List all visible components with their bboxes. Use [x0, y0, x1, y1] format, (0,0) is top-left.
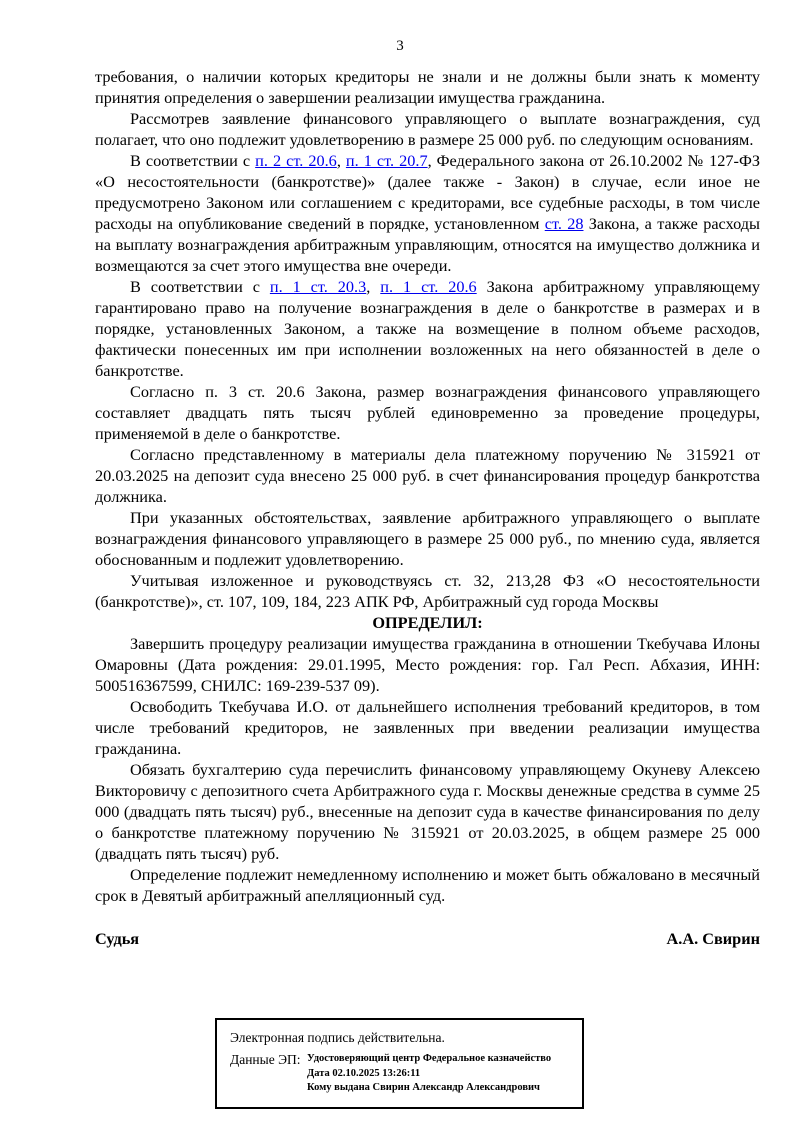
page-number: 3	[396, 38, 404, 54]
paragraph-text: Закона, а также расходы на выплату вознаграждения арбитражным управляющим, относятся на имущество должника и возмещаются за счет этого имущества вне очереди.	[95, 214, 760, 275]
body-paragraph: Учитывая изложенное и руководствуясь ст. 32, 213,28 ФЗ «О несостоятельности (банкротстве)», ст. 107, 109, 184, 223 АПК РФ, Арбитражный суд города Москвы	[95, 571, 760, 611]
stamp-date: Дата 02.10.2025 13:26:11	[307, 1067, 421, 1079]
paragraph-text: В соответствии с	[130, 151, 256, 170]
body-paragraph: При указанных обстоятельствах, заявление арбитражного управляющего о выплате вознаграждения финансового управляющего в размере 25 000 руб., по мнению суда, является обоснованным и подлежит удовлетворению.	[95, 508, 760, 569]
law-reference-link[interactable]: п. 1 ст. 20.6	[380, 277, 477, 296]
paragraph-text: Закона арбитражному управляющему гарантировано право на получение вознаграждения в деле о банкротстве в размерах и в порядке, установленных Законом, а также на возмещение в полном объеме расходов, фактически понесенных им при исполнении возложенных на него обязанностей в деле о банкротстве.	[95, 277, 760, 380]
stamp-validity-text: Электронная подпись действительна.	[230, 1030, 445, 1045]
resolution-heading: ОПРЕДЕЛИЛ:	[372, 613, 483, 632]
paragraph-text: , Федерального закона от 26.10.2002 № 127-ФЗ «О несостоятельности (банкротстве)» (далее также - Закон) в случае, если иное не предусмотрено Законом или соглашением с кредиторами, все судебные расходы, в том числе расходы на опубликование сведений в порядке, установленном	[95, 151, 760, 233]
body-paragraph	[95, 150, 760, 276]
resolution-paragraph: Освободить Ткебучава И.О. от дальнейшего исполнения требований кредиторов, в том числе требований кредиторов, не заявленных при введении реализации имущества гражданина.	[95, 697, 760, 758]
body-paragraph: Рассмотрев заявление финансового управляющего о выплате вознаграждения, суд полагает, что оно подлежит удовлетворению в размере 25 000 руб. по следующим основаниям.	[95, 109, 760, 149]
stamp-issued-to: Кому выдана Свирин Александр Александрович	[307, 1082, 540, 1093]
body-paragraph: требования, о наличии которых кредиторы не знали и не должны были знать к моменту принятия определения о завершении реализации имущества гражданина.	[95, 67, 760, 107]
stamp-data-label: Данные ЭП:	[230, 1052, 301, 1067]
judge-name: А.А. Свирин	[666, 929, 760, 948]
paragraph-text: В соответствии с	[130, 277, 270, 296]
stamp-details	[307, 1052, 551, 1096]
stamp-certification-authority: Удостоверяющий центр Федеральное казначейство	[307, 1053, 552, 1064]
paragraph-text: ,	[336, 151, 346, 170]
body-paragraph	[95, 276, 760, 381]
electronic-signature-stamp	[215, 1018, 584, 1109]
law-reference-link[interactable]: п. 1 ст. 20.3	[269, 277, 367, 296]
resolution-paragraph: Завершить процедуру реализации имущества гражданина в отношении Ткебучава Илоны Омаровны (Дата рождения: 29.01.1995, Место рождения: гор. Гал Респ. Абхазия, ИНН: 500516367599, СНИЛС: 169-239-537 09).	[95, 634, 760, 695]
signature-row	[95, 928, 760, 949]
resolution-paragraph: Определение подлежит немедленному исполнению и может быть обжаловано в месячный срок в Девятый арбитражный апелляционный суд.	[95, 865, 760, 905]
body-paragraph: Согласно представленному в материалы дела платежному поручению № 315921 от 20.03.2025 на депозит суда внесено 25 000 руб. в счет финансирования процедур банкротства должника.	[95, 445, 760, 506]
judge-role-label: Судья	[95, 929, 140, 948]
resolution-paragraph: Обязать бухгалтерию суда перечислить финансовому управляющему Окуневу Алексею Викторовичу с депозитного счета Арбитражного суда г. Москвы денежные средства в сумме 25 000 (двадцать пять тысяч) руб., внесенные на депозит суда в качестве финансирования по делу о банкротстве платежному поручению № 315921 от 20.03.2025, в общем размере 25 000 (двадцать пять тысяч) руб.	[95, 760, 760, 863]
law-reference-link[interactable]: п. 2 ст. 20.6	[255, 151, 337, 170]
document-body	[95, 66, 760, 949]
law-reference-link[interactable]: п. 1 ст. 20.7	[345, 151, 428, 170]
paragraph-text: ,	[366, 277, 381, 296]
body-paragraph: Согласно п. 3 ст. 20.6 Закона, размер вознаграждения финансового управляющего составляет двадцать пять тысяч рублей единовременно за проведение процедуры, применяемой в деле о банкротстве.	[95, 382, 760, 443]
law-reference-link[interactable]: ст. 28	[544, 214, 584, 233]
